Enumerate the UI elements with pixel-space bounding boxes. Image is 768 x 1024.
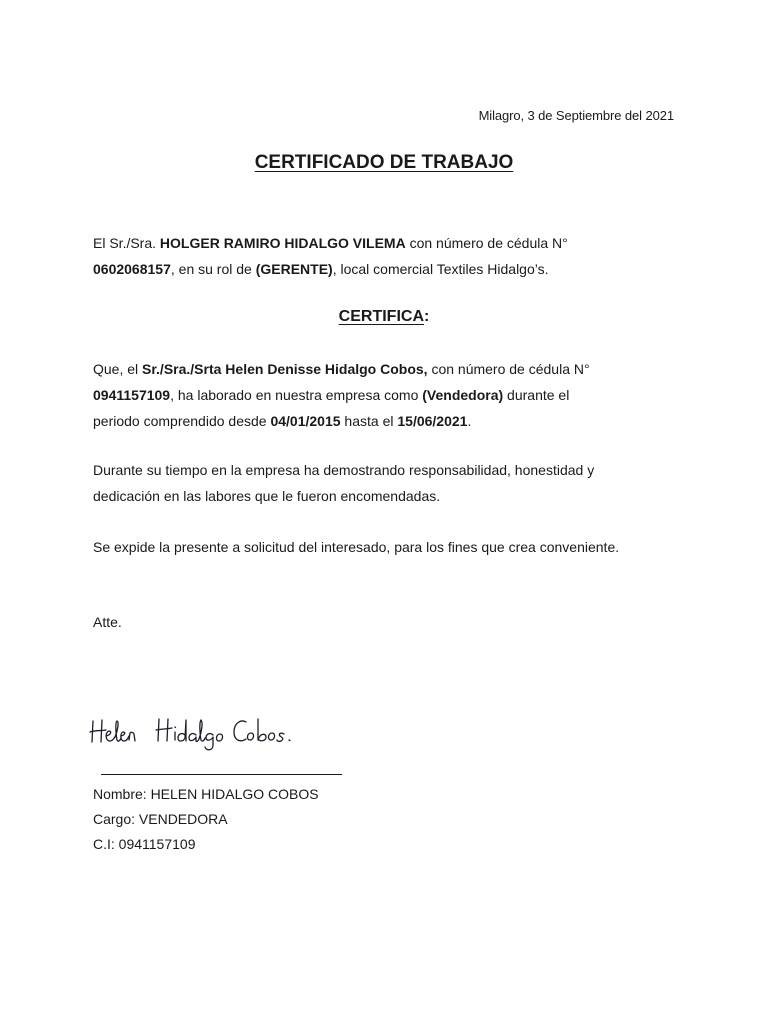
conduct-line-1: Durante su tiempo en la empresa ha demostrando responsabilidad, honestidad y (93, 462, 595, 478)
certification-paragraph (93, 356, 693, 434)
signer-name: Nombre: HELEN HIDALGO COBOS (93, 786, 319, 802)
body-text-4: durante el (503, 387, 570, 403)
employee-id: 0941157109 (93, 387, 171, 403)
body-text-2: con número de cédula N° (427, 361, 590, 377)
intro-paragraph (93, 230, 693, 282)
body-text-3: , ha laborado en nuestra empresa como (170, 387, 423, 403)
manager-id: 0602068157 (93, 261, 171, 277)
certifica-heading (0, 308, 768, 326)
body-line-3 (93, 408, 693, 434)
signer-position: Cargo: VENDEDORA (93, 811, 228, 827)
signer-info (93, 782, 319, 857)
conduct-paragraph (93, 457, 693, 509)
certifica-colon: : (424, 308, 430, 325)
intro-line-2 (93, 256, 693, 282)
body-text-6: hasta el (340, 413, 398, 429)
issuance-paragraph: Se expide la presente a solicitud del interesado, para los fines que crea conveniente. (93, 539, 620, 555)
intro-text-1: El Sr./Sra. (93, 235, 160, 251)
signature-line (101, 774, 342, 775)
end-date: 15/06/2021 (397, 413, 468, 429)
document-date: Milagro, 3 de Septiembre del 2021 (478, 108, 674, 123)
document-title: CERTIFICADO DE TRABAJO (254, 152, 514, 173)
intro-text-3: , en su rol de (170, 261, 256, 277)
body-line-2 (93, 382, 693, 408)
employee-name: Sr./Sra./Srta Helen Denisse Hidalgo Cobos, (142, 361, 428, 377)
body-text-5: periodo comprendido desde (93, 413, 271, 429)
body-line-1 (93, 356, 693, 382)
start-date: 04/01/2015 (270, 413, 341, 429)
signer-id: C.I: 0941157109 (93, 836, 196, 852)
conduct-line-2: dedicación en las labores que le fueron encomendadas. (93, 488, 441, 504)
intro-line-1 (93, 230, 693, 256)
intro-text-2: con número de cédula N° (405, 235, 568, 251)
certifica-word: CERTIFICA (338, 308, 424, 325)
manager-name: HOLGER RAMIRO HIDALGO VILEMA (159, 235, 406, 251)
handwritten-signature (88, 705, 308, 755)
closing-text: Atte. (93, 614, 122, 630)
body-text-7: . (467, 413, 472, 429)
body-text-1: Que, el (93, 361, 143, 377)
employee-role: (Vendedora) (422, 387, 504, 403)
intro-text-4: , local comercial Textiles Hidalgo’s. (332, 261, 549, 277)
manager-role: (GERENTE) (255, 261, 333, 277)
